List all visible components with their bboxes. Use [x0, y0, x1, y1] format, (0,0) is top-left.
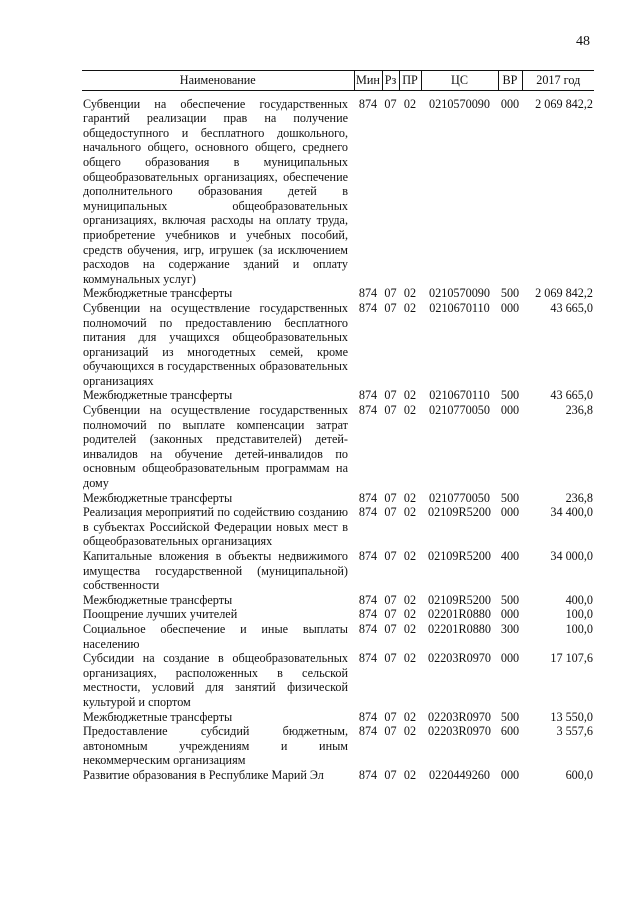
row-amount: 236,8 — [565, 403, 593, 418]
table-row — [82, 286, 594, 301]
row-min: 874 — [358, 286, 378, 301]
row-amount: 3 557,6 — [556, 724, 593, 739]
row-cs: 02109R5200 — [428, 505, 491, 520]
row-name: Капитальные вложения в объекты недвижимого имущества государственной (муниципальной) собственности — [83, 549, 348, 593]
row-rz: 07 — [384, 490, 397, 505]
budget-table — [82, 70, 594, 783]
row-amount: 17 107,6 — [550, 651, 593, 666]
row-min: 874 — [358, 651, 378, 666]
row-amount: 236,8 — [565, 490, 593, 505]
row-pr: 02 — [403, 300, 417, 315]
row-rz: 07 — [384, 403, 397, 418]
table-row — [82, 403, 594, 491]
row-min: 874 — [358, 709, 378, 724]
row-pr: 02 — [403, 592, 417, 607]
table-row — [82, 301, 594, 389]
row-rz: 07 — [384, 724, 397, 739]
row-vr: 000 — [500, 300, 520, 315]
row-vr: 500 — [500, 490, 520, 505]
column-header-cs: ЦС — [421, 71, 498, 91]
row-pr: 02 — [403, 96, 417, 111]
row-name: Субвенции на обеспечение государственных гарантий реализации прав на получение общедоступного и бесплатного дошкольного, начального общего, основного общего, среднего общего образования в муниципальных общеобразовательных организациях, обеспечение дополнительного образования детей в муниципальных общеобразовательных организациях, включая расходы на оплату труда, приобретение учебников и учебных пособий, средств обучения, игр, игрушек (за исключением расходов на содержание зданий и оплату коммунальных услуг) — [83, 96, 348, 286]
row-rz: 07 — [384, 300, 397, 315]
row-min: 874 — [358, 549, 378, 563]
row-rz: 07 — [384, 592, 397, 607]
row-rz: 07 — [384, 505, 397, 520]
row-name: Межбюджетные трансферты — [83, 709, 233, 724]
row-vr: 000 — [500, 505, 520, 520]
table-row — [82, 768, 594, 783]
row-cs: 02109R5200 — [428, 592, 491, 607]
row-vr: 500 — [500, 388, 520, 403]
row-amount: 34 000,0 — [550, 549, 593, 563]
row-amount: 43 665,0 — [550, 300, 593, 315]
column-header-rz: Рз — [382, 71, 399, 91]
row-name: Поощрение лучших учителей — [83, 607, 238, 622]
row-vr: 500 — [500, 592, 520, 607]
row-min: 874 — [358, 505, 378, 520]
table-row — [82, 724, 594, 768]
row-name: Межбюджетные трансферты — [83, 490, 233, 505]
row-pr: 02 — [403, 607, 417, 622]
row-cs: 0210770050 — [429, 490, 490, 505]
row-rz: 07 — [384, 96, 397, 111]
column-header-min: Мин — [354, 71, 382, 91]
row-name: Предоставление субсидий бюджетным, автономным учреждениям и иным некоммерческим организациям — [83, 724, 348, 768]
row-vr: 500 — [500, 709, 520, 724]
row-pr: 02 — [403, 388, 417, 403]
row-cs: 02201R0880 — [428, 621, 491, 636]
row-cs: 02109R5200 — [428, 549, 491, 563]
row-cs: 0210670110 — [429, 388, 490, 403]
table-header-row — [82, 71, 594, 91]
row-name: Социальное обеспечение и иные выплаты населению — [83, 621, 348, 651]
row-vr: 500 — [500, 286, 520, 301]
table-row — [82, 607, 594, 622]
row-name: Межбюджетные трансферты — [83, 388, 233, 403]
table-row — [82, 388, 594, 403]
row-min: 874 — [358, 767, 378, 782]
row-rz: 07 — [384, 388, 397, 403]
row-pr: 02 — [403, 403, 417, 418]
row-vr: 600 — [500, 724, 520, 739]
table-row — [82, 651, 594, 709]
row-cs: 0210570090 — [429, 96, 490, 111]
row-pr: 02 — [403, 490, 417, 505]
row-name: Межбюджетные трансферты — [83, 592, 233, 607]
row-min: 874 — [358, 300, 378, 315]
row-vr: 000 — [500, 96, 520, 111]
row-min: 874 — [358, 621, 378, 636]
row-pr: 02 — [403, 709, 417, 724]
row-rz: 07 — [384, 286, 397, 301]
row-min: 874 — [358, 388, 378, 403]
row-name: Развитие образования в Республике Марий Эл — [83, 767, 324, 782]
row-min: 874 — [358, 490, 378, 505]
row-cs: 0210770050 — [429, 403, 490, 418]
row-cs: 0220449260 — [429, 767, 490, 782]
row-pr: 02 — [403, 505, 417, 520]
page-number: 48 — [576, 34, 590, 49]
column-header-vr: ВР — [498, 71, 522, 91]
row-rz: 07 — [384, 767, 397, 782]
row-pr: 02 — [403, 651, 417, 666]
row-min: 874 — [358, 403, 378, 418]
table-row — [82, 622, 594, 651]
row-name: Субвенции на осуществление государственных полномочий по выплате компенсации затрат родителей (законных представителей) детей-инвалидов на обучение детей-инвалидов по основным общеобразовательным программам на дому — [83, 403, 348, 491]
row-rz: 07 — [384, 651, 397, 666]
table-row — [82, 97, 594, 287]
table-row — [82, 505, 594, 549]
table-row — [82, 710, 594, 725]
row-amount: 34 400,0 — [550, 505, 593, 520]
row-pr: 02 — [403, 767, 417, 782]
row-vr: 400 — [500, 549, 520, 563]
row-amount: 600,0 — [565, 767, 593, 782]
table-row — [82, 491, 594, 506]
row-pr: 02 — [403, 724, 417, 739]
row-amount: 43 665,0 — [550, 388, 593, 403]
row-cs: 02203R0970 — [428, 724, 491, 739]
row-cs: 0210570090 — [429, 286, 490, 301]
row-rz: 07 — [384, 709, 397, 724]
table-row — [82, 593, 594, 608]
row-amount: 2 069 842,2 — [535, 96, 593, 111]
row-pr: 02 — [403, 286, 417, 301]
row-amount: 100,0 — [565, 607, 593, 622]
row-name: Субвенции на осуществление государственных полномочий по предоставлению бесплатного питания для учащихся общеобразовательных организаций из многодетных семей, кроме обучающихся в государственных образовательных организациях — [83, 300, 348, 388]
table-row — [82, 549, 594, 593]
column-header-pr: ПР — [399, 71, 421, 91]
row-cs: 02201R0880 — [428, 607, 491, 622]
row-name: Субсидии на создание в общеобразовательных организациях, расположенных в сельской местности, условий для занятий физической культурой и спортом — [83, 651, 348, 709]
table-body — [82, 90, 594, 782]
row-pr: 02 — [403, 621, 417, 636]
row-amount: 400,0 — [565, 592, 593, 607]
row-name: Межбюджетные трансферты — [83, 286, 233, 301]
row-rz: 07 — [384, 549, 397, 563]
row-cs: 02203R0970 — [428, 651, 491, 666]
column-header-name: Наименование — [82, 71, 354, 91]
row-vr: 000 — [500, 607, 520, 622]
row-pr: 02 — [403, 549, 417, 563]
row-min: 874 — [358, 592, 378, 607]
row-amount: 13 550,0 — [550, 709, 593, 724]
row-vr: 300 — [500, 621, 520, 636]
row-rz: 07 — [384, 607, 397, 622]
row-vr: 000 — [500, 651, 520, 666]
row-cs: 02203R0970 — [428, 709, 491, 724]
column-header-year: 2017 год — [522, 71, 594, 91]
row-amount: 100,0 — [565, 621, 593, 636]
row-amount: 2 069 842,2 — [535, 286, 593, 301]
row-cs: 0210670110 — [429, 300, 490, 315]
row-vr: 000 — [500, 767, 520, 782]
row-vr: 000 — [500, 403, 520, 418]
row-min: 874 — [358, 607, 378, 622]
row-min: 874 — [358, 724, 378, 739]
row-rz: 07 — [384, 621, 397, 636]
row-name: Реализация мероприятий по содействию созданию в субъектах Российской Федерации новых мест в общеобразовательных организациях — [83, 505, 348, 549]
row-min: 874 — [358, 96, 378, 111]
